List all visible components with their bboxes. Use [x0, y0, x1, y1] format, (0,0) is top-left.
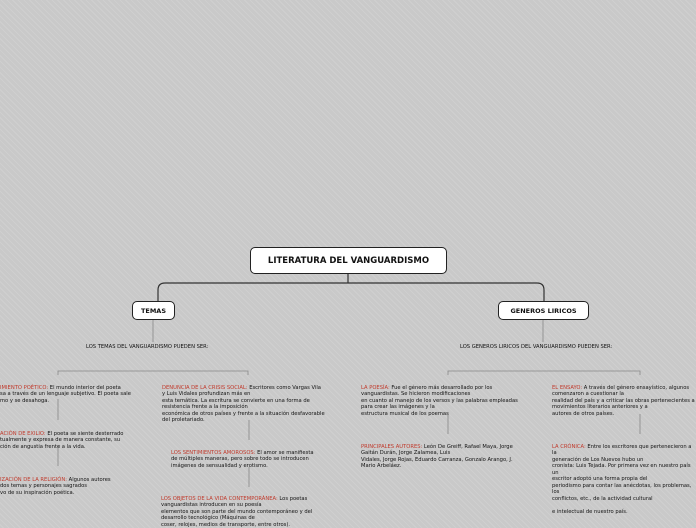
genero-poesia[interactable]: LA POESÍA: Fue el género más desarrollado por los vanguardistas. Se hicieron modificaciones en cuanto al manejo de los versos y las palabras empleadas para crear las imágenes y la estructura musical de los poemas	[361, 384, 518, 417]
connector-temas-bus	[58, 371, 248, 375]
connector-root-branches	[158, 283, 544, 301]
genero-ensayo[interactable]: EL ENSAYO: A través del género ensayístico, algunos comenzaron a cuestionar la realidad del país y a criticar las obras pertenecientes a movimientos literarios anteriores y a autores de otros países.	[552, 384, 695, 417]
tema-religion[interactable]: IZACIÓN DE LA RELIGIÓN: Algunos autores dos temas y personajes sagrados vo de su inspiración poética.	[0, 476, 111, 496]
genero-principales-autores[interactable]: PRINCIPALES AUTORES: León De Greiff, Rafael Maya, Jorge Gaitán Durán, Jorge Zalamea, Luis Vidales, Jorge Rojas, Eduardo Carranza, Gonzalo Arango, J. Mario Arbeláez.	[361, 443, 513, 469]
tema-crisis-social[interactable]: DENUNCIA DE LA CRISIS SOCIAL: Escritores como Vargas Vila y Luis Vidales profundizan más en esta temática. La escritura se convierte en una forma de resistencia frente a la imposición económica de otros países y frente a la situación desfavorable del proletariado.	[162, 384, 325, 423]
tema-sentimiento-poetico[interactable]: IMIENTO POÉTICO: El mundo interior del poeta sa a través de un lenguaje subjetivo. El poeta sale mo y se desahoga.	[0, 384, 131, 404]
genero-cronica[interactable]: LA CRÓNICA: Entre los escritores que pertenecieron a la generación de Los Nuevos hubo un cronista: Luis Tejada. Por primera vez en nuestro país un escritor adoptó una forma propia del periodismo para contar las anécdotas, los problemas, los conflictos, etc., de la actividad cultural e intelectual de nuestro país.	[552, 443, 692, 515]
connector-generos-bus	[448, 371, 640, 375]
tema-sentimientos-amorosos[interactable]: LOS SENTIMIENTOS AMOROSOS: El amor se manifiesta de múltiples maneras, pero sobre todo se introducen imágenes de sensualidad y erotismo.	[171, 449, 314, 469]
temas-node[interactable]: TEMAS	[132, 301, 175, 320]
temas-caption: LOS TEMAS DEL VANGUARDISMO PUEDEN SER:	[86, 344, 209, 350]
generos-caption: LOS GENEROS LIRICOS DEL VANGUARDISMO PUEDEN SER:	[460, 344, 613, 350]
root-node[interactable]: LITERATURA DEL VANGUARDISMO	[250, 247, 447, 274]
tema-sensacion-exilio[interactable]: ACIÓN DE EXILIO: El poeta se siente desterrado tualmente y expresa de manera constante, su ción de angustia frente a la vida.	[0, 430, 124, 450]
tema-vida-contemporanea[interactable]: LOS OBJETOS DE LA VIDA CONTEMPORÁNEA: Los poetas vanguardistas introducen en su poesía elementos que son parte del mundo contemporáneo y del desarrollo tecnológico (Máquinas de coser, relojes, medios de transporte, entre otros).	[161, 495, 313, 528]
generos-node[interactable]: GENEROS LIRICOS	[498, 301, 589, 320]
